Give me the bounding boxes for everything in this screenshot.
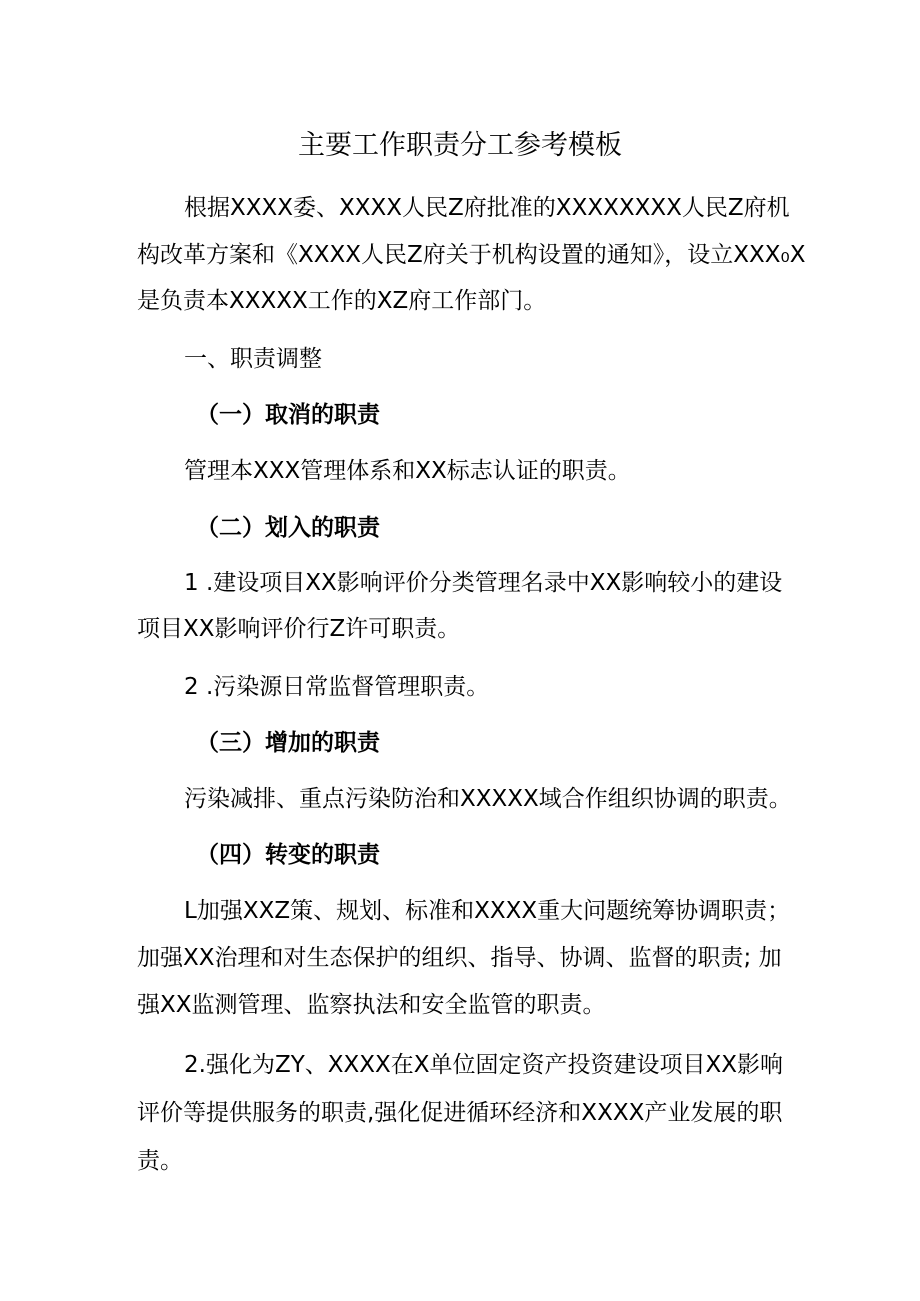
subsection-2-item-1-line-1: 1 .建设项目XX影响评价分类管理名录中XX影响较小的建设: [184, 570, 783, 596]
subsection-1-text: 管理本XXX管理体系和XX标志认证的职责。: [184, 458, 631, 484]
subsection-3-text: 污染减排、重点污染防治和XXXXX域合作组织协调的职责。: [184, 786, 792, 812]
subsection-4-item-2-line-2: 评价等提供服务的职责,强化促进循环经济和XXXX产业发展的职: [137, 1100, 783, 1126]
subsection-heading-4: （四）转变的职责: [196, 842, 380, 868]
subsection-heading-1: （一）取消的职责: [196, 402, 380, 428]
intro-line-1: 根据XXXX委、XXXX人民Z府批准的XXXXXXXX人民Z府机: [184, 195, 790, 221]
subsection-heading-3: （三）增加的职责: [196, 730, 380, 756]
subsection-4-item-1-line-2: 加强XX治理和对生态保护的组织、指导、协调、监督的职责; 加: [137, 945, 782, 971]
subsection-4-item-2-line-1: 2.强化为ZY、XXXX在X单位固定资产投资建设项目XX影响: [184, 1052, 784, 1078]
subsection-2-item-2: 2 .污染源日常监督管理职责。: [184, 674, 490, 700]
subsection-4-item-1-line-1: L加强XXZ策、规划、标准和XXXX重大问题统筹协调职责；: [184, 898, 791, 924]
intro-line-2: 构改革方案和《XXXX人民Z府关于机构设置的通知》，设立XXX₀X: [137, 242, 806, 268]
subsection-4-item-2-line-3: 责。: [137, 1148, 183, 1174]
subsection-4-item-1-line-3: 强XX监测管理、监察执法和安全监管的职责。: [137, 992, 606, 1018]
subsection-heading-2: （二）划入的职责: [196, 515, 380, 541]
intro-line-3: 是负责本XXXXX工作的XZ府工作部门。: [137, 288, 547, 314]
document-title: 主要工作职责分工参考模板: [298, 130, 622, 161]
subsection-2-item-1-line-2: 项目XX影响评价行Z许可职责。: [137, 616, 461, 642]
section-heading-1: 一、职责调整: [184, 346, 322, 372]
